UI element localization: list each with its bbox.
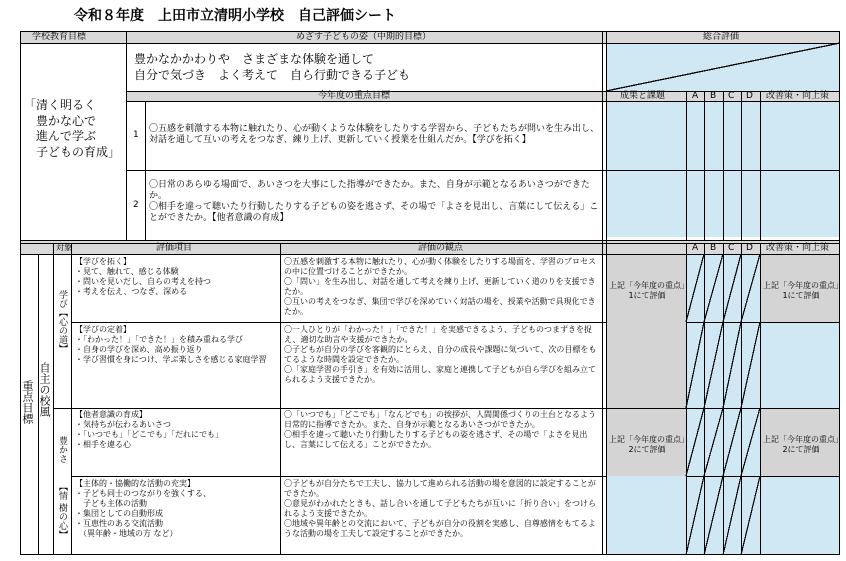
eval-viewpoint: 〇子どもが自分たちで工夫し、協力して進められる活動の場を意図的に設定することができたか。 〇意見がわかれたときも、話し合いを通して子どもたちが互いに「折り合い」をつけられるよう支援できたか。 〇地域や異年齢との交流において、子どもが自分の役割を実感し、自尊感情をもてるような活動の場を工夫して設定することができたか。 — [284, 479, 596, 538]
note-text: 上記「今年度の重点」1にて評価 — [763, 281, 839, 300]
group-label-learning: 学び【心の道】 — [57, 290, 67, 353]
eval-item: 【学びを拓く】 ・見て、触れて、感じる体験 ・問いを見いだし、自らの考えを持つ ・考えを伝え、つなぎ、深める — [75, 257, 211, 296]
note-text: 上記「今年度の重点」1にて評価 — [609, 281, 685, 300]
header-target: 対象 — [56, 243, 72, 252]
priority-header: 今年度の重点目標 — [318, 91, 391, 101]
header-child-image: めざす子どもの姿（中期的目標） — [296, 32, 432, 42]
child-image-line-1: 豊かなかかわりや さまざまな体験を通して — [134, 52, 375, 66]
grade-d-header: D — [746, 91, 753, 101]
note-text: 上記「今年度の重点」2にて評価 — [763, 435, 839, 454]
priority-text: 〇五感を刺激する本物に触れたり、心が動くような体験をしたりする学習から、子どもたちが問いを生み出し、対話を通して互いの考えをつなぎ、練り上げ、更新していく授業を仕組んだか。【学びを拓く】 — [149, 124, 600, 145]
priority-number: 2 — [133, 200, 139, 210]
eval-item: 【主体的・協働的な活動の充実】 ・子ども同士のつながりを強くする、 子ども主体の活動 ・集団としての自動形成 ・互恵性のある交流活動 （異年齢・地域の方 など） — [75, 479, 211, 538]
grade-c-header: C — [728, 91, 735, 101]
grade-c-header: C — [728, 243, 735, 253]
group-label-heart: 【情 樹の心】 — [57, 482, 67, 539]
priority-number: 1 — [133, 130, 139, 140]
grade-d-header: D — [746, 243, 753, 253]
improve-header: 改善策・向上策 — [766, 91, 830, 101]
eval-item: 【学びの定着】 ・「わかった！」「できた！」を積み重ねる学び ・自身の学びを深め、高め振り返り ・学び習慣を身につけ、学ぶ楽しさを感じる家庭学習 — [75, 325, 267, 364]
header-viewpoints: 評価の観点 — [418, 243, 464, 253]
header-school-goal: 学校教育目標 — [32, 32, 87, 42]
header-items: 評価項目 — [156, 243, 193, 253]
grade-b-header: B — [710, 243, 717, 253]
priority-text: 〇日常のあらゆる場面で、あいさつを大事にした指導ができたか。また、自身が示範となるあいさつができたか。 〇相手を違って聴いたり行動したりする子どもの姿を逃さず、その場で「よさを見出し、言葉にして伝える」ことができたか。【他者意識の育成】 — [149, 180, 599, 223]
note-text: 上記「今年度の重点」2にて評価 — [609, 435, 685, 454]
group-label-richness: 豊かさ — [57, 436, 67, 463]
eval-viewpoint: 〇「いつでも」「どこでも」「なんどでも」の挨拶が、人間関係づくりの土台となるよう日常的に指導できたか。また、自身が示範となるあいさつができたか。 〇相手を違って聴いたり行動したりする子どもの姿を逃さず、その場で「よさを見出し、言葉にして伝える」ことができたか。 — [284, 410, 596, 449]
school-goal-text: 「清く明るく 豊かな心で 進んで学ぶ 子どもの育成」 — [24, 98, 121, 159]
grade-a-header: A — [692, 243, 699, 253]
grade-a-header: A — [692, 91, 699, 101]
eval-viewpoint: 〇五感を刺激する本物に触れたり、心が動く体験をしたりする場面を、学習のプロセスの中に位置づけることができたか。 〇「問い」を生み出し、対話を通して考えを練り上げ、更新していく道のりを支援できたか。 〇互いの考えをつなぎ、集団で学びを深めていく対話の場を、授業や活動で具現化できたか。 — [284, 257, 596, 316]
result-header: 成果と課題 — [620, 91, 666, 101]
improve-header: 改善策・向上策 — [766, 243, 830, 253]
eval-viewpoint: 〇一人ひとりが「わかった！」「できた！」を実感できるよう、子どものつまずきを捉え、適切な助言や支援ができたか。 〇子どもが自分の学びを客観的にとらえ、自分の成長や課題に気づいて、次の目標をもてるような時間を設定できたか。 〇「家庭学習の手引き」を有効に活用し、家庭と連携して子どもが自ら学びを組み立てられるよう支援できたか。 — [284, 325, 597, 384]
header-overall: 総合評価 — [703, 32, 740, 42]
page-title: 令和８年度 上田市立清明小学校 自己評価シート — [74, 8, 396, 24]
grade-b-header: B — [710, 91, 717, 101]
target-label: 重点目標 — [21, 380, 34, 424]
eval-item: 【他者意識の育成】 ・気持ちが伝わるあいさつ ・「いつでも」「どこでも」「だれにでも」 ・相手を違る心 — [75, 410, 223, 449]
school-motto-label: 自主の校風 — [38, 362, 51, 417]
child-image-line-2: 自分で気づき よく考えて 自ら行動できる子ども — [134, 68, 411, 82]
